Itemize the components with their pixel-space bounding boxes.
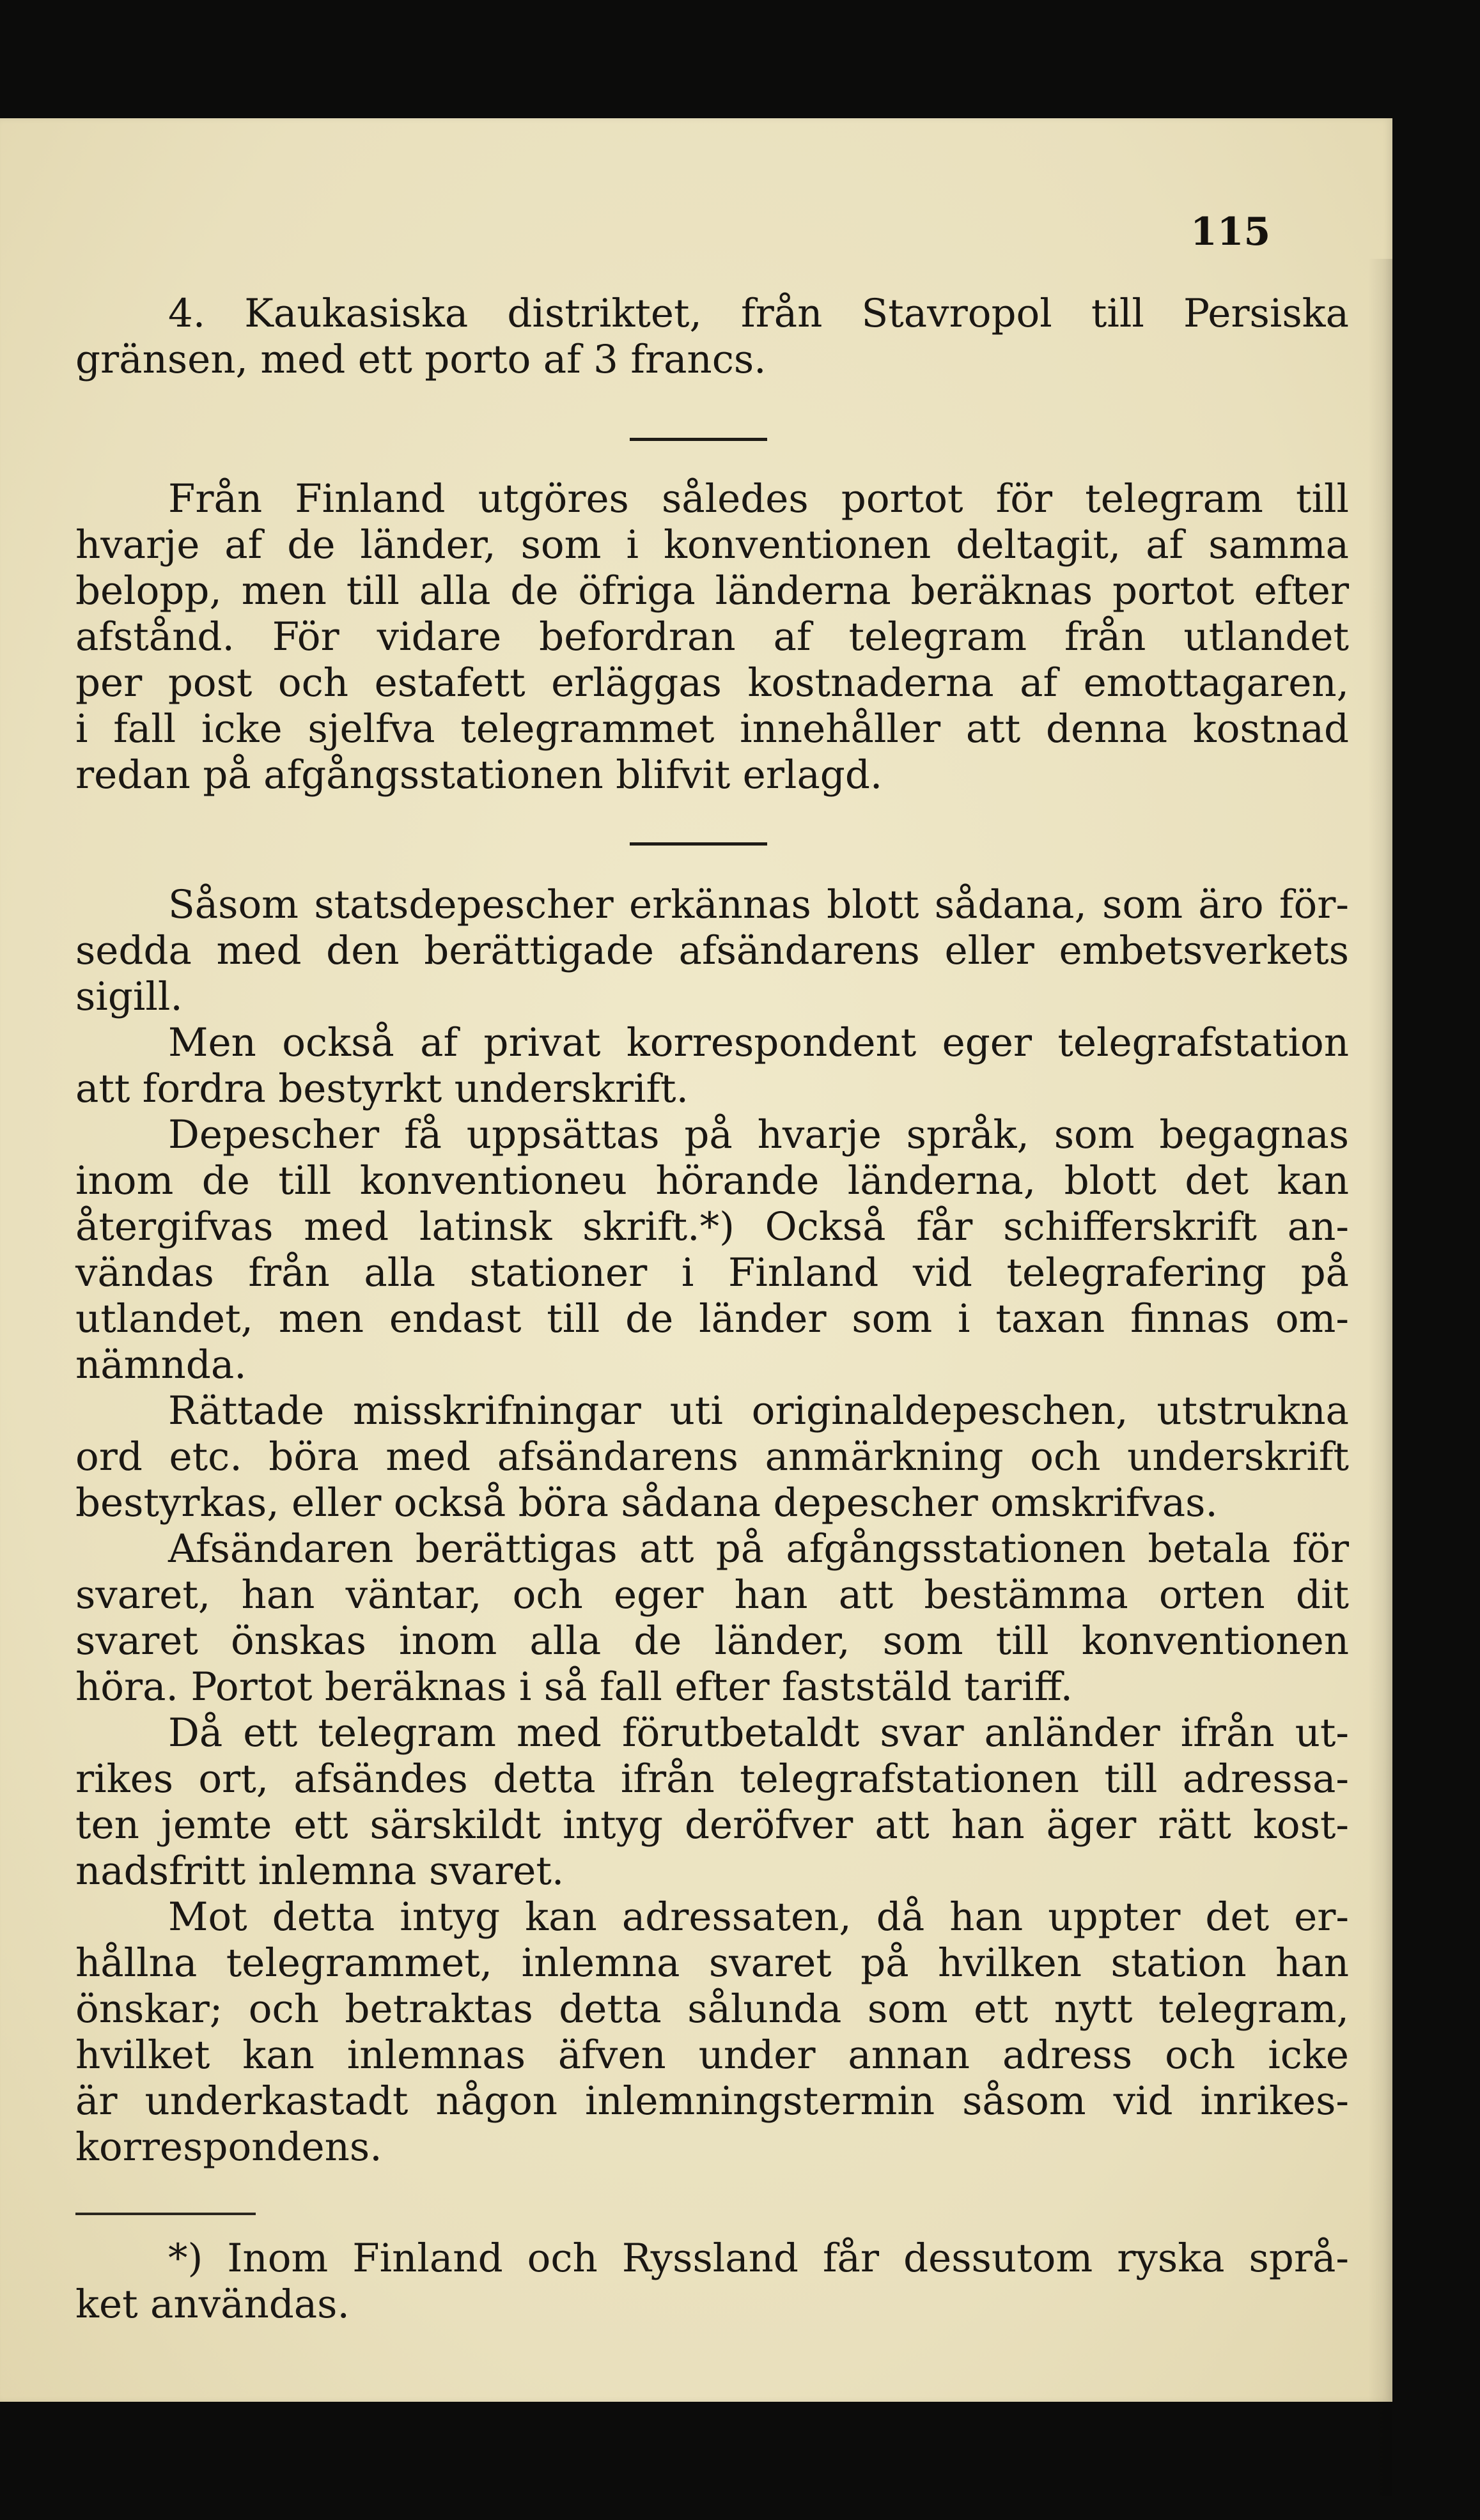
text-line: bestyrkas, eller också böra sådana depescher omskrifvas. <box>75 1480 1218 1526</box>
text-line: utlandet, men endast till de länder som i taxan finnas om- <box>75 1296 1349 1341</box>
footnote-divider <box>75 2213 256 2215</box>
text-line: inom de till konventioneu hörande länderna, blott det kan <box>75 1158 1349 1203</box>
text-line: sigill. <box>75 974 183 1019</box>
text-line: nadsfritt inlemna svaret. <box>75 1848 565 1894</box>
text-line: att fordra bestyrkt underskrift. <box>75 1066 689 1111</box>
text-line: rikes ort, afsändes detta ifrån telegrafstationen till adressa- <box>75 1756 1349 1802</box>
text-line: återgifvas med latinsk skrift.*) Också får schifferskrift an- <box>75 1204 1349 1249</box>
text-line: redan på afgångsstationen blifvit erlagd. <box>75 752 883 798</box>
section-divider <box>630 438 767 441</box>
text-line: Afsändaren berättigas att på afgångsstationen betala för <box>168 1526 1349 1572</box>
page-number: 115 <box>1190 210 1271 254</box>
text-line: svaret, han väntar, och eger han att bestämma orten dit <box>75 1572 1349 1618</box>
text-line: önskar; och betraktas detta sålunda som ett nytt telegram, <box>75 1986 1349 2032</box>
text-line: Såsom statsdepescher erkännas blott sådana, som äro för- <box>168 882 1349 927</box>
text-line: belopp, men till alla de öfriga länderna beräknas portot efter <box>75 568 1349 614</box>
text-line: 4. Kaukasiska distriktet, från Stavropol till Persiska <box>168 291 1349 336</box>
text-line: hållna telegrammet, inlemna svaret på hvilken station han <box>75 1940 1349 1986</box>
text-line: Depescher få uppsättas på hvarje språk, som begagnas <box>168 1112 1349 1157</box>
text-line: i fall icke sjelfva telegrammet innehåller att denna kostnad <box>75 706 1349 752</box>
text-line: sedda med den berättigade afsändarens eller embetsverkets <box>75 928 1349 973</box>
text-line: Rättade misskrifningar uti originaldepeschen, utstrukna <box>168 1388 1349 1434</box>
text-line: ord etc. böra med afsändarens anmärkning och underskrift <box>75 1434 1349 1480</box>
text-line: hvarje af de länder, som i konventionen deltagit, af samma <box>75 522 1349 568</box>
text-line: svaret önskas inom alla de länder, som till konventionen <box>75 1618 1349 1664</box>
text-line: är underkastadt någon inlemningstermin såsom vid inrikes- <box>75 2078 1349 2124</box>
text-line: Då ett telegram med förutbetaldt svar anländer ifrån ut- <box>168 1710 1349 1756</box>
text-line: höra. Portot beräknas i så fall efter faststäld tariff. <box>75 1664 1073 1710</box>
page-edge-shadow <box>1368 259 1392 2496</box>
text-line: Men också af privat korrespondent eger telegrafstation <box>168 1020 1349 1065</box>
text-line: Från Finland utgöres således portot för telegram till <box>168 476 1349 522</box>
text-line: ket användas. <box>75 2282 350 2327</box>
text-line: Mot detta intyg kan adressaten, då han uppter det er- <box>168 1894 1349 1940</box>
text-line: korrespondens. <box>75 2124 382 2170</box>
text-line: gränsen, med ett porto af 3 francs. <box>75 337 767 382</box>
text-line: afstånd. För vidare befordran af telegram från utlandet <box>75 614 1349 660</box>
text-line: per post och estafett erläggas kostnaderna af emottagaren, <box>75 660 1349 706</box>
text-line: ten jemte ett särskildt intyg deröfver att han äger rätt kost- <box>75 1802 1349 1848</box>
text-line: hvilket kan inlemnas äfven under annan adress och icke <box>75 2032 1349 2078</box>
text-line: *) Inom Finland och Ryssland får dessutom ryska språ- <box>168 2236 1349 2281</box>
text-line: vändas från alla stationer i Finland vid telegrafering på <box>75 1250 1349 1295</box>
text-line: nämnda. <box>75 1342 247 1388</box>
section-divider <box>630 842 767 846</box>
